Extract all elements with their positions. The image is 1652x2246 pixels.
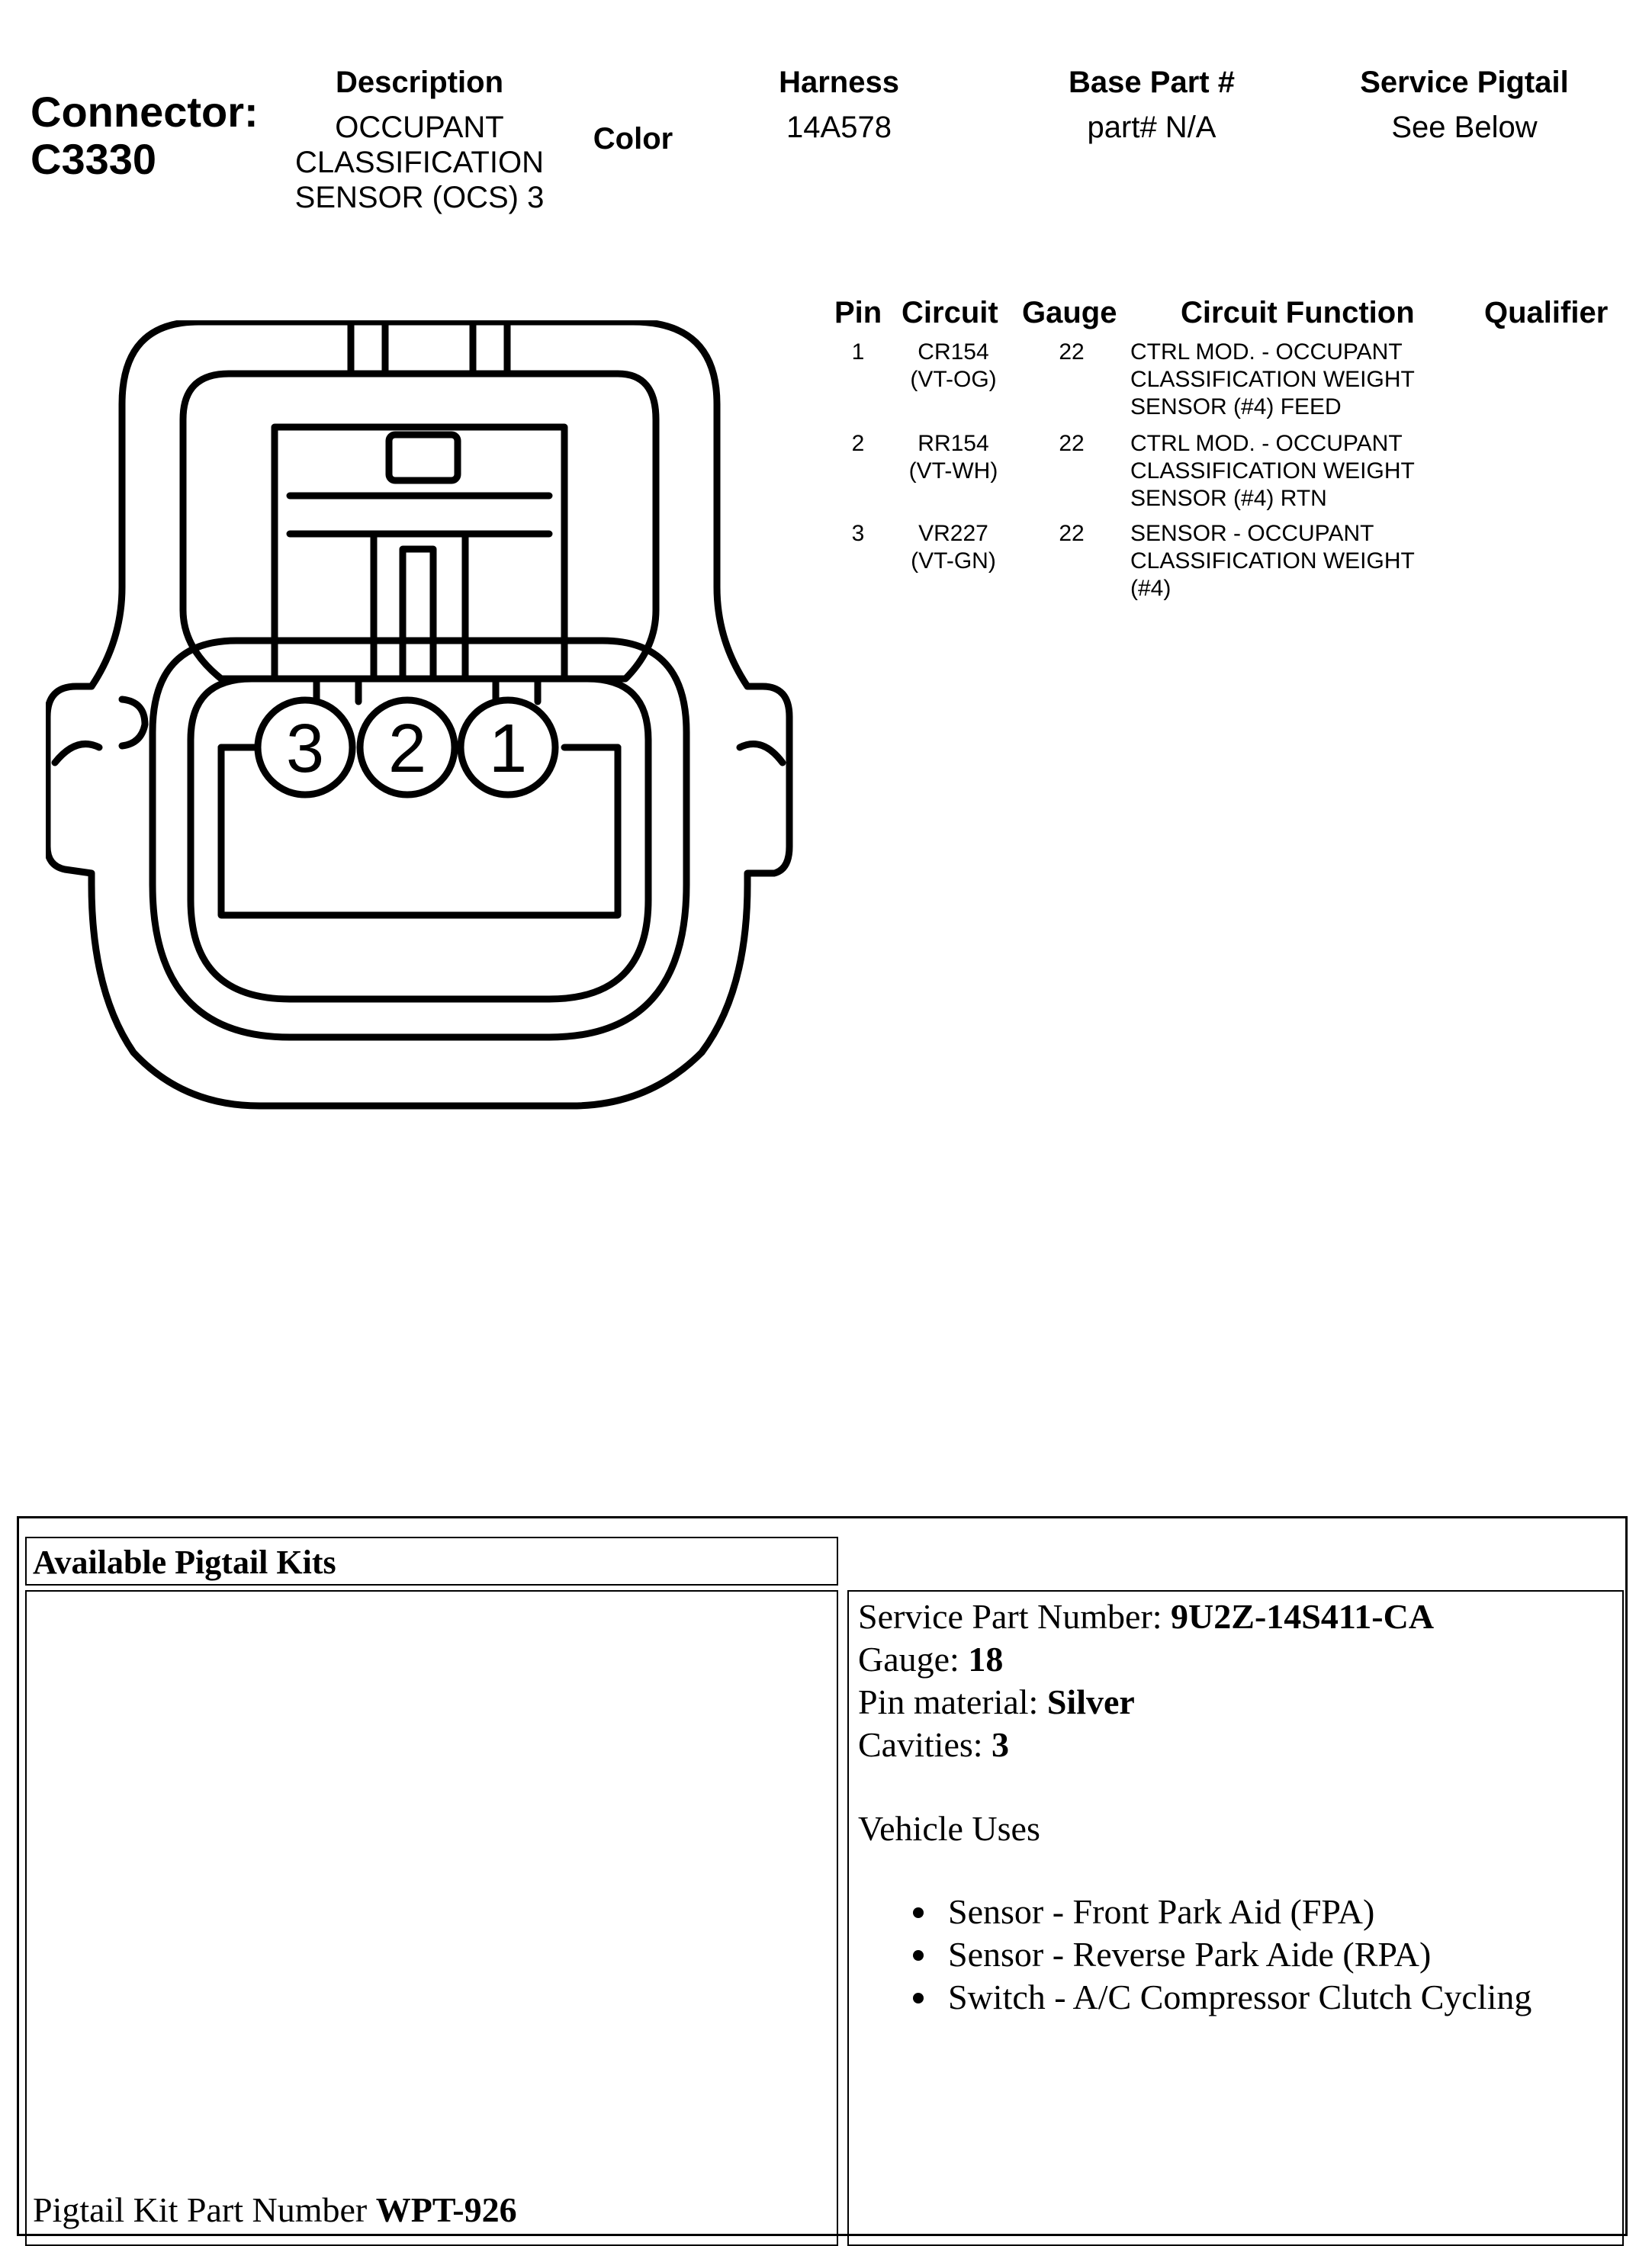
description-line: SENSOR (OCS) 3 [294,181,545,214]
kit-image-cell [25,1590,838,2246]
vehicle-use-text: Sensor - Front Park Aid (FPA) [948,1892,1375,1931]
harness-header: Harness [779,66,899,99]
function-line: SENSOR (#4) RTN [1130,486,1327,511]
list-item [948,1933,1531,1976]
vehicle-use-text: Switch - A/C Compressor Clutch Cycling [948,1978,1532,2016]
pigtail-kit-value: WPT-926 [375,2190,517,2229]
function-line: SENSOR (#4) FEED [1130,394,1342,419]
pin-number: 3 [851,521,865,546]
pin-number: 2 [851,431,865,456]
connector-label: Connector: [31,88,259,136]
circuit-cell [892,339,1014,394]
function-line: CLASSIFICATION WEIGHT [1130,548,1415,574]
description-value [282,110,557,215]
pin-1-label: 1 [488,711,528,787]
wire-color: (VT-WH) [908,458,998,484]
function-column-header: Circuit Function [1181,296,1415,329]
pin-3-label: 3 [285,711,325,787]
bullet-icon [913,1950,924,1961]
gauge-cell: 22 [1059,431,1085,456]
connector-face-diagram [46,320,793,1113]
latch-frame [183,374,656,679]
cavities [858,1724,1009,1765]
bullet-icon [913,1907,924,1918]
base-part-value: part# N/A [1087,111,1217,144]
kit-details-cell [847,1590,1624,2246]
service-pigtail-value: See Below [1391,111,1538,144]
pin-column-header: Pin [834,296,882,329]
function-cell [1130,430,1466,512]
description-line: CLASSIFICATION [295,146,544,179]
circuit-id: CR154 [918,339,989,365]
function-line: CTRL MOD. - OCCUPANT [1130,339,1403,365]
harness-value: 14A578 [786,111,892,144]
latch-lock [403,549,433,679]
kit-title-cell [25,1537,838,1586]
pigtail-kit-part-number [33,2190,517,2230]
kit-gauge-label: Gauge: [858,1640,969,1679]
circuit-column-header: Circuit [902,296,998,329]
service-part-value: 9U2Z-14S411-CA [1171,1597,1435,1636]
service-part-number [858,1596,1434,1637]
wire-color: (VT-OG) [910,367,997,392]
circuit-cell [892,520,1014,575]
list-item [948,1891,1531,1933]
circuit-id: RR154 [918,431,989,456]
gauge-cell: 22 [1059,521,1085,546]
vehicle-use-text: Sensor - Reverse Park Aide (RPA) [948,1935,1432,1974]
description-line: OCCUPANT [335,111,504,144]
circuit-cell [892,430,1014,485]
vehicle-uses-heading: Vehicle Uses [858,1809,1040,1848]
function-cell [1130,520,1466,602]
kit-title: Available Pigtail Kits [33,1544,336,1581]
function-line: (#4) [1130,576,1172,601]
base-part-header: Base Part # [1069,66,1235,99]
function-cell [1130,339,1466,421]
kit-gauge [858,1639,1003,1679]
wire-color: (VT-GN) [911,548,996,574]
service-part-label: Service Part Number: [858,1597,1172,1636]
circuit-id: VR227 [918,521,988,546]
cavities-label: Cavities: [858,1725,992,1764]
cavities-value: 3 [992,1725,1010,1764]
bullet-icon [913,1993,924,2003]
function-line: SENSOR - OCCUPANT [1130,521,1374,546]
pin-material [858,1682,1135,1722]
description-header: Description [335,66,504,99]
pin-material-value: Silver [1046,1682,1135,1721]
pin-material-label: Pin material: [858,1682,1047,1721]
right-ear-notch [740,744,783,763]
qualifier-column-header: Qualifier [1484,296,1609,329]
connector-title [31,88,259,183]
pigtail-kit-table [17,1516,1628,2236]
list-item [948,1976,1531,2019]
gauge-cell: 22 [1059,339,1085,365]
gauge-column-header: Gauge [1022,296,1117,329]
pigtail-kit-label: Pigtail Kit Part Number [33,2190,376,2229]
color-header: Color [593,122,673,156]
function-line: CTRL MOD. - OCCUPANT [1130,431,1403,456]
kit-gauge-value: 18 [968,1640,1004,1679]
service-pigtail-header: Service Pigtail [1360,66,1569,99]
latch-button [389,435,458,480]
left-ear-hole [122,699,145,746]
function-line: CLASSIFICATION WEIGHT [1130,458,1415,484]
pin-number: 1 [851,339,865,365]
pin-2-label: 2 [387,711,427,787]
function-line: CLASSIFICATION WEIGHT [1130,367,1415,392]
vehicle-uses-list [948,1891,1531,2019]
left-ear-notch [55,744,99,763]
connector-id: C3330 [31,135,157,183]
